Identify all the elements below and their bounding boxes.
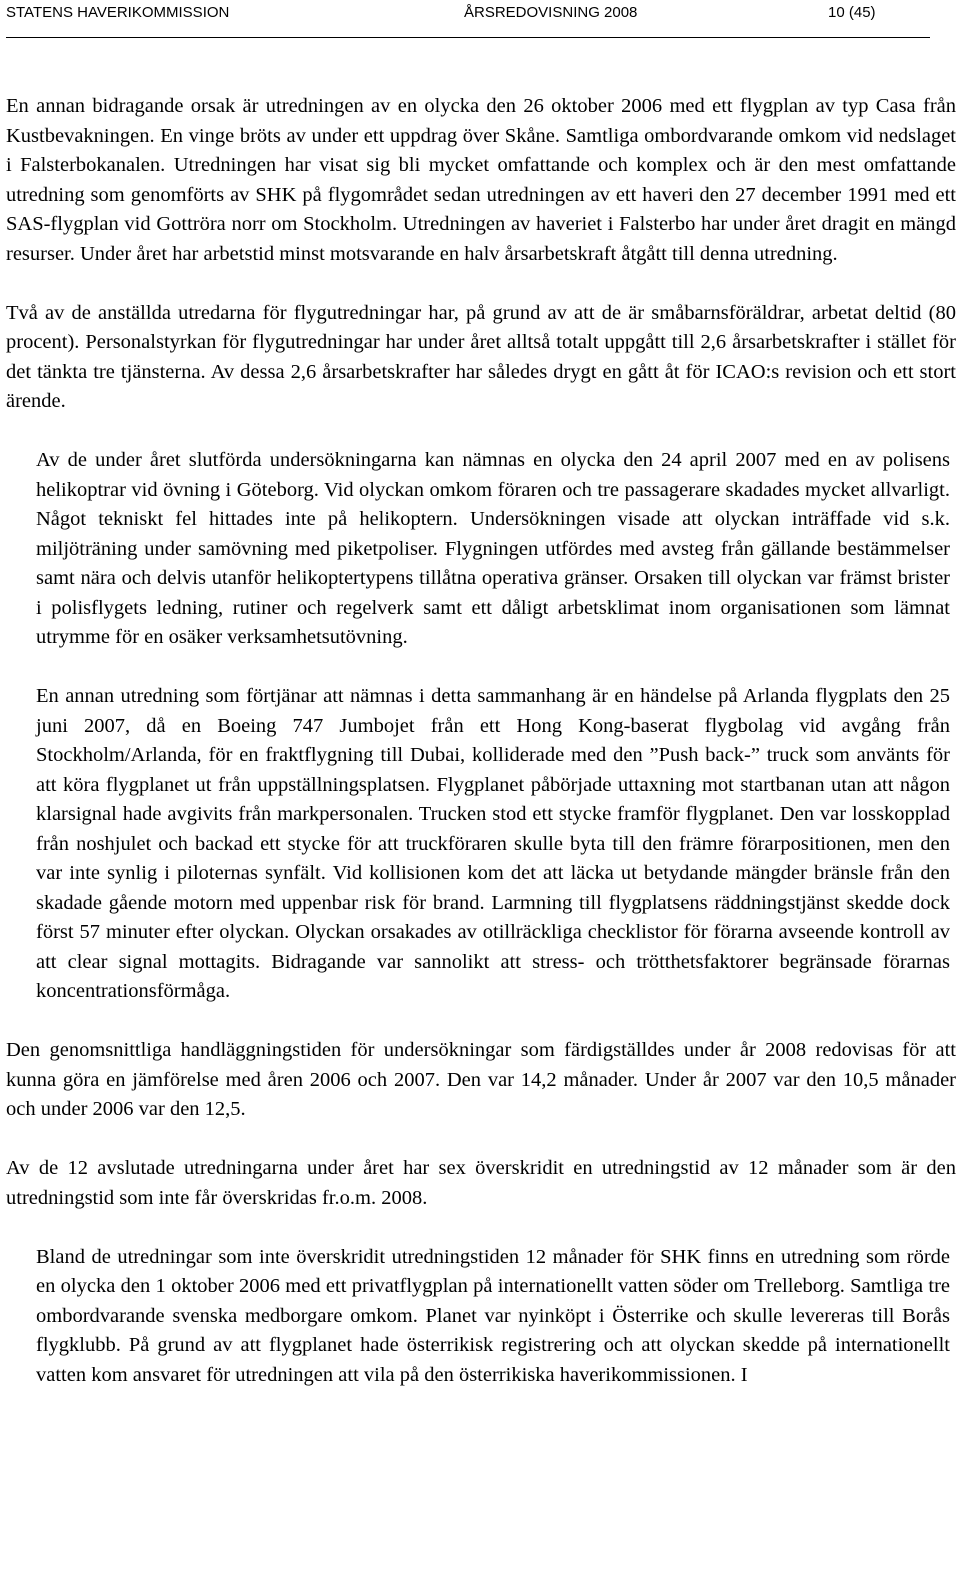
header-page-number: 10 (45): [828, 4, 876, 21]
page-header: [6, 2, 930, 32]
paragraph-arlanda-incident: En annan utredning som förtjänar att nämnas i detta sammanhang är en händelse på Arlanda flygplats den 25 juni 2007, då en Boeing 747 Jumbojet från ett Hong Kong-baserat flygbolag vid avgång från Stockholm/Arlanda, för en fraktflygning till Dubai, kolliderade med den ”Push back-” truck som använts för att köra flygplanet ut från uppställningsplatsen. Flygplanet påbörjade uttaxning mot startbanan utan att någon klarsignal hade avgivits från markpersonalen. Trucken stod ett stycke framför flygplanet. Den var losskopplad från noshjulet och backad ett stycke för att truckföraren skulle byta till den främre förarpositionen, men den var inte synlig i piloternas synfält. Vid kollisionen kom det att läcka ut betydande mängder bränsle från den skadade gående motorn med uppenbar risk för brand. Larmning till flygplatsens räddningstjänst skedde dock först 57 minuter efter olyckan. Olyckan orsakades av otillräckliga checklistor för förarna avseende kontroll av att clear signal mottagits. Bidragande var sannolikt att stress- och trötthetsfaktorer begränsade förarnas koncentrationsförmåga.: [36, 685, 950, 1002]
header-organization: STATENS HAVERIKOMMISSION: [6, 4, 230, 21]
header-document-title: ÅRSREDOVISNING 2008: [464, 4, 638, 21]
paragraph-trelleborg-accident: Bland de utredningar som inte överskridit utredningstiden 12 månader för SHK finns en utredning som rörde en olycka den 1 oktober 2006 med ett privatflygplan på internationellt vatten söder om Trelleborg. Samtliga tre ombordvarande svenska medborgare omkom. Planet var nyinköpt i Österrike och skulle levereras till Borås flygklubb. På grund av att flygplanet hade österrikisk registrering och att olyckan skedde på internationellt vatten kom ansvaret för utredningen att vila på den österrikiska haverikommissionen. I: [36, 1245, 950, 1386]
paragraph-casa-accident: En annan bidragande orsak är utredningen av en olycka den 26 oktober 2006 med ett flygplan av typ Casa från Kustbevakningen. En vinge bröts av under ett uppdrag över Skåne. Samtliga ombordvarande omkom vid nedslaget i Falsterbokanalen. Utredningen har visat sig bli mycket omfattande och komplex och är den mest omfattande utredning som genomförts av SHK på flygområdet sedan utredningen av ett haveri den 27 december 1991 med ett SAS-flygplan vid Gottröra norr om Stockholm. Utredningen av haveriet i Falsterbo har under året dragit en mängd resurser. Under året har arbetstid minst motsvarande en halv årsarbetskraft åtgått till denna utredning.: [6, 95, 956, 265]
body-text: [6, 92, 956, 1420]
header-divider: [6, 37, 930, 38]
paragraph-helicopter-accident: Av de under året slutförda undersökningarna kan nämnas en olycka den 24 april 2007 med en av polisens helikoptrar vid övning i Göteborg. Vid olyckan omkom föraren och tre passagerare skadades mycket allvarligt. Något tekniskt fel hittades inte på helikoptern. Undersökningen visade att olyckan inträffade vid s.k. miljöträning under samövning med piketpoliser. Flygningen utfördes med avsteg från gällande bestämmelser samt nära och delvis utanför helikoptertypens tillåtna operativa gränser. Orsaken till olyckan var främst brister i polisflygets ledning, rutiner och regelverk samt ett dåligt arbetsklimat inom organisationen som lämnat utrymme för en osäker verksamhetsutövning.: [36, 449, 950, 648]
paragraph-staffing: Två av de anställda utredarna för flygutredningar har, på grund av att de är småbarnsföräldrar, arbetat deltid (80 procent). Personalstyrkan för flygutredningar har under året alltså totalt uppgått till 2,6 årsarbetskrafter i stället för det tänkta tre tjänsterna. Av dessa 2,6 årsarbetskrafter har således drygt en gått åt för ICAO:s revision och ett stort ärende.: [6, 301, 956, 412]
paragraph-exceeded-time: Av de 12 avslutade utredningarna under året har sex överskridit en utredningstid av 12 månader som är den utredningstid som inte får överskridas fr.o.m. 2008.: [6, 1157, 956, 1209]
paragraph-processing-time: Den genomsnittliga handläggningstiden för undersökningar som färdigställdes under år 2008 redovisas för att kunna göra en jämförelse med åren 2006 och 2007. Den var 14,2 månader. Under år 2007 var den 10,5 månader och under 2006 var den 12,5.: [6, 1039, 956, 1120]
